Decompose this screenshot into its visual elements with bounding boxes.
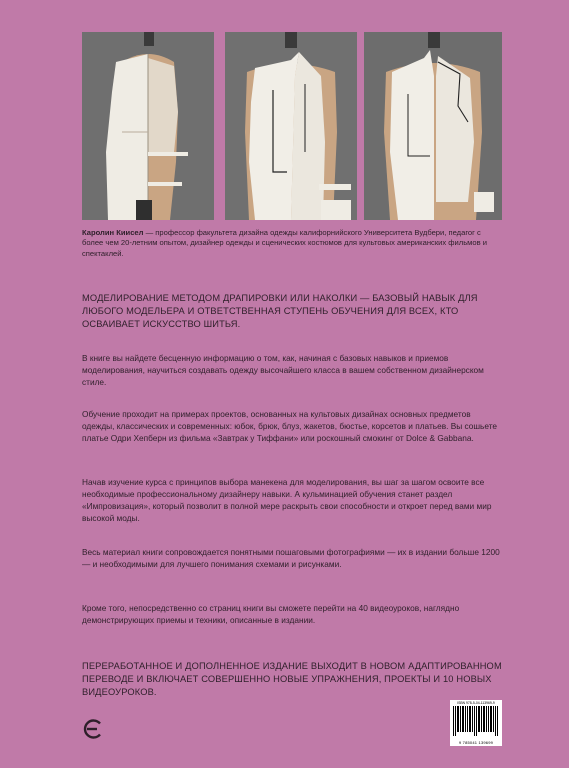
eksmo-e-icon bbox=[82, 718, 104, 740]
lead-statement: МОДЕЛИРОВАНИЕ МЕТОДОМ ДРАПИРОВКИ ИЛИ НАКОЛКИ — БАЗОВЫЙ НАВЫК ДЛЯ ЛЮБОГО МОДЕЛЬЕРА И ОТВЕТСТВЕННАЯ СТУПЕНЬ ОБУЧЕНИЯ ДЛЯ ВСЕХ, КТО ОСВАИВАЕТ ИСКУССТВО ШИТЬЯ. bbox=[82, 293, 478, 330]
paragraph: Кроме того, непосредственно со страниц книги вы сможете перейти на 40 видеоуроков, наглядно демонстрирующих приемы и техники, описанные в издании. bbox=[82, 603, 460, 625]
draping-photo-3 bbox=[364, 32, 502, 220]
barcode bbox=[450, 700, 502, 746]
draping-photo-1 bbox=[82, 32, 214, 220]
photo-strip bbox=[82, 32, 502, 220]
barcode-digits: 9 785041 139699 bbox=[458, 740, 494, 745]
author-description: — профессор факультета дизайна одежды калифорнийского Университета Вудбери, педагог с более чем 20-летним опытом, дизайнер одежды и сценических костюмов для культовых американских фильмов и спектаклей. bbox=[82, 228, 488, 258]
author-bio bbox=[82, 228, 502, 259]
closing-statement: ПЕРЕРАБОТАННОЕ И ДОПОЛНЕННОЕ ИЗДАНИЕ ВЫХОДИТ В НОВОМ АДАПТИРОВАННОМ ПЕРЕВОДЕ И ВКЛЮЧАЕТ СОВЕРШЕННО НОВЫЕ УПРАЖНЕНИЯ, ПРОЕКТЫ И 10 НОВЫХ ВИДЕОУРОКОВ. bbox=[82, 661, 502, 698]
paragraph: Начав изучение курса с принципов выбора манекена для моделирования, вы шаг за шагом освоите все необходимые профессиональному дизайнеру навыки. А кульминацией обучения станет раздел «Импровизация», который позволит в полной мере раскрыть свои способности и откроет перед вами мир высокой моды. bbox=[82, 477, 492, 523]
paragraph: В книге вы найдете бесценную информацию о том, как, начиная с базовых навыков и приемов моделирования, научиться создавать одежду высочайшего класса в вашем собственном дизайнерском стиле. bbox=[82, 353, 484, 387]
author-name: Каролин Киисел bbox=[82, 228, 144, 237]
barcode-bars bbox=[453, 706, 499, 736]
paragraph: Обучение проходит на примерах проектов, основанных на культовых дизайнах основных предметов одежды, классических и современных: юбок, брюк, блуз, жакетов, бюстье, корсетов и платьев. Вы сошьете платье Одри Хепберн из фильма «Завтрак у Тиффани» или роскошный смокинг от Dolce & Gabbana. bbox=[82, 409, 498, 443]
paragraph: Весь материал книги сопровождается понятными пошаговыми фотографиями — их в издании больше 1200 — и необходимыми для лучшего понимания схемами и рисунками. bbox=[82, 547, 500, 569]
isbn-text: ISBN 978-5-04-113969-9 bbox=[457, 701, 495, 705]
draping-photo-2 bbox=[225, 32, 357, 220]
